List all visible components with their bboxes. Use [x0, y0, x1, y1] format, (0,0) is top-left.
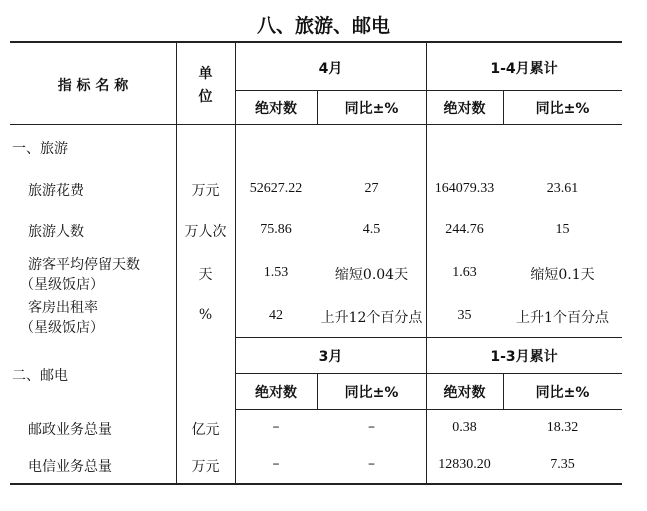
cell-abs-cumulative: 1.63 [452, 265, 477, 280]
row-unit: % [198, 307, 213, 323]
absolute-header-cumulative: 绝对数 [443, 101, 486, 117]
row-unit: 天 [198, 267, 213, 283]
post-absolute-header-cumulative: 绝对数 [443, 385, 486, 401]
period-current-header: 4月 [318, 61, 343, 77]
post-period-current-header: 3月 [318, 349, 343, 365]
post-yoy-header-cumulative: 同比±% [535, 385, 590, 401]
header-bottom-rule [10, 124, 622, 125]
cell-abs-current: 52627.22 [249, 181, 303, 196]
section-label-tourism: 一、旅游 [12, 141, 68, 157]
cell-abs-cumulative: 244.76 [445, 222, 484, 237]
cell-yoy-current: 27 [364, 181, 379, 196]
row-unit: 万元 [191, 459, 220, 475]
row-name-occupancy-rate: 客房出租率 [28, 300, 98, 316]
table-bottom-rule [10, 483, 622, 485]
header-mid-rule [235, 90, 622, 91]
cell-yoy-cumulative: 15 [555, 222, 570, 237]
row-name-telecom-volume: 电信业务总量 [28, 459, 112, 475]
col-divider-name [176, 42, 177, 484]
yoy-header-current: 同比±% [344, 101, 399, 117]
row-name-avg-stay-days: 游客平均停留天数 [28, 257, 140, 273]
cell-abs-current: 1.53 [263, 265, 289, 280]
table-top-rule [10, 41, 622, 43]
page-title: 八、旅游、邮电 [256, 15, 390, 37]
cell-abs-cumulative: 164079.33 [434, 181, 495, 196]
row-name-qualifier: （星级饭店） [20, 320, 104, 336]
cell-abs-current: – [272, 456, 280, 472]
row-name-tourist-count: 旅游人数 [28, 224, 84, 240]
period-cumulative-header: 1-4月累计 [490, 61, 558, 77]
cell-abs-cumulative: 35 [457, 308, 472, 323]
row-unit: 亿元 [191, 422, 220, 438]
cell-yoy-cumulative: 7.35 [550, 457, 575, 472]
cell-abs-cumulative: 0.38 [452, 420, 477, 435]
row-name-qualifier: （星级饭店） [20, 277, 104, 293]
cell-yoy-cumulative: 缩短0.1天 [530, 267, 595, 283]
post-yoy-header-current: 同比±% [344, 385, 399, 401]
absolute-header-current: 绝对数 [255, 101, 297, 117]
cell-yoy-current: 4.5 [362, 222, 381, 237]
yoy-header-cumulative: 同比±% [535, 101, 590, 117]
row-unit: 万人次 [184, 224, 227, 240]
row-name-tourism-spending: 旅游花费 [28, 183, 84, 199]
cell-yoy-cumulative: 上升1个百分点 [516, 310, 609, 326]
cell-yoy-current: – [368, 456, 375, 472]
cell-abs-current: 42 [269, 308, 283, 323]
cell-abs-current: – [272, 419, 280, 435]
cell-abs-current: 75.86 [260, 222, 292, 237]
cell-yoy-current: 缩短0.04天 [334, 267, 409, 283]
cell-yoy-current: 上升12个百分点 [320, 310, 423, 326]
cell-yoy-current: – [368, 419, 375, 435]
unit-header-line2: 位 [198, 89, 213, 105]
indicator-name-header: 指 标 名 称 [57, 78, 129, 94]
cell-yoy-cumulative: 18.32 [546, 420, 579, 435]
unit-header-line1: 单 [198, 66, 213, 82]
post-header-top-rule [235, 337, 622, 338]
cell-yoy-cumulative: 23.61 [546, 181, 579, 196]
post-header-mid-rule [235, 373, 622, 374]
row-name-postal-volume: 邮政业务总量 [28, 422, 112, 438]
row-unit: 万元 [191, 183, 220, 199]
section-label-post-telecom: 二、邮电 [12, 368, 68, 384]
post-period-cumulative-header: 1-3月累计 [490, 349, 558, 365]
post-absolute-header-current: 绝对数 [255, 385, 297, 401]
cell-abs-cumulative: 12830.20 [438, 457, 491, 472]
post-header-bottom-rule [235, 409, 622, 410]
